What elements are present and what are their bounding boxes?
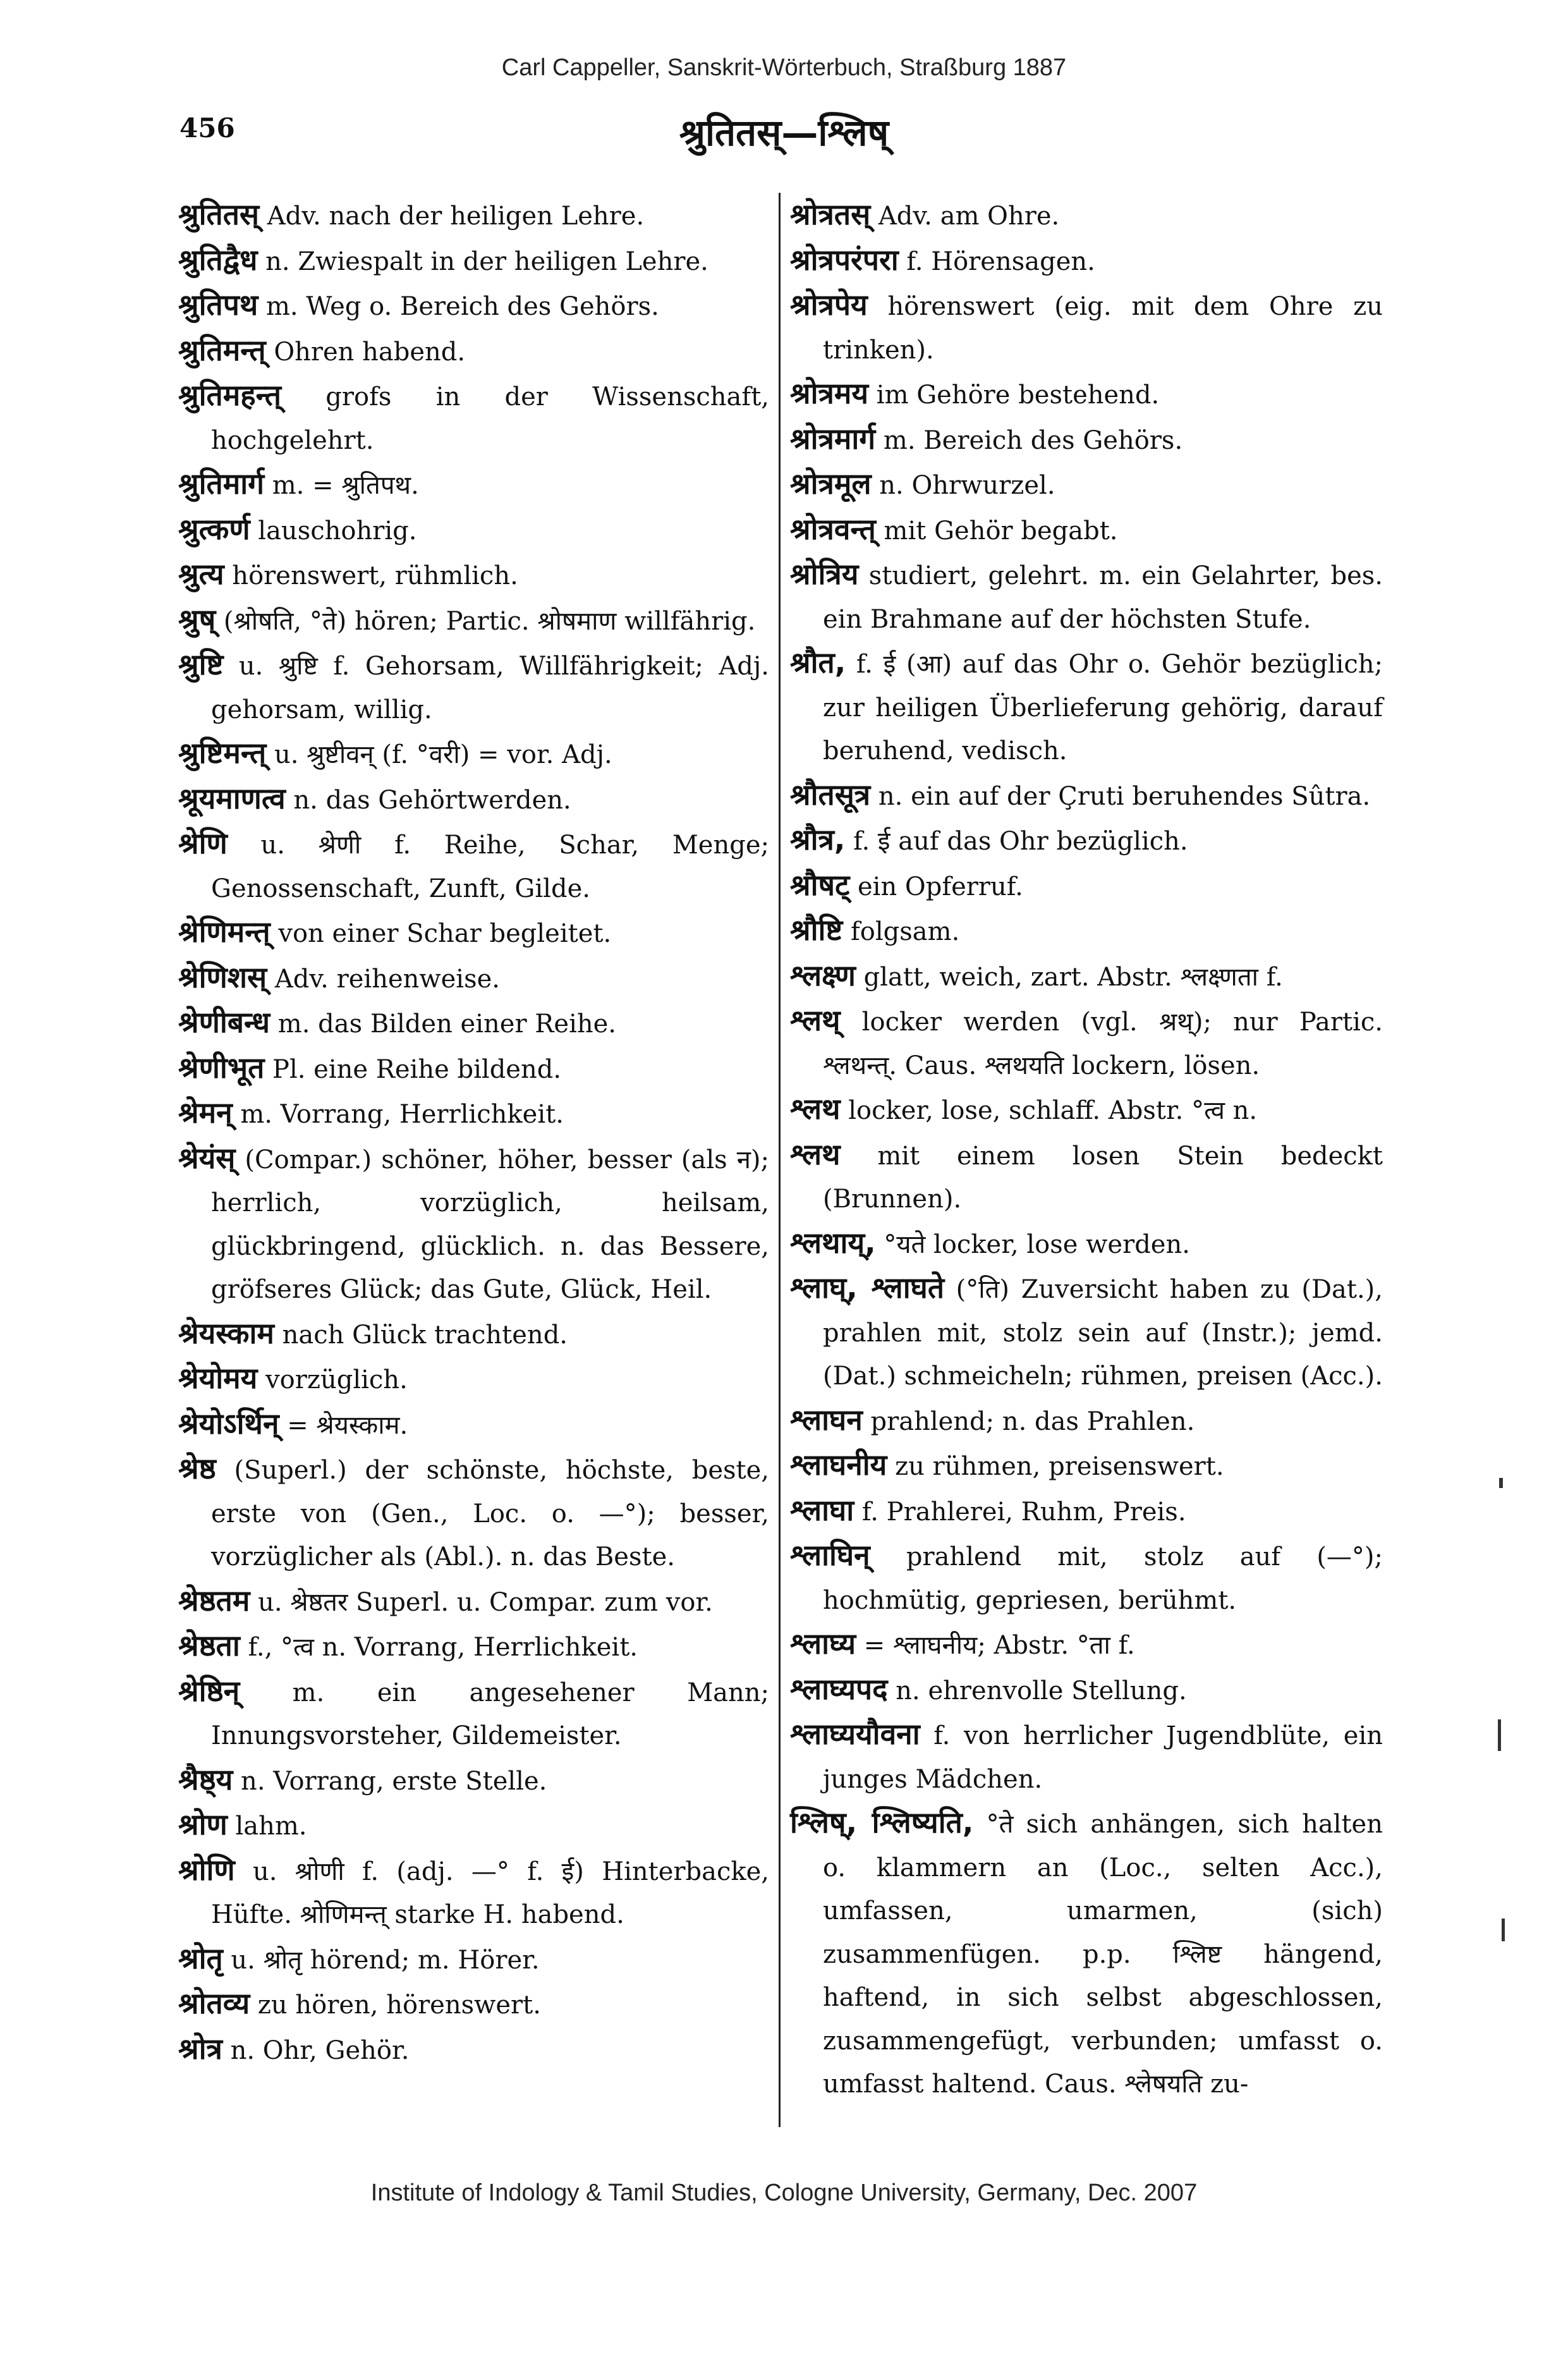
entry-headword: श्लथ्	[790, 1003, 841, 1037]
scan-speck	[1502, 1919, 1505, 1941]
entry-headword: श्रेयस्काम	[178, 1315, 274, 1350]
entry-headword: श्लाघ्य	[790, 1626, 856, 1661]
entry-headword: श्लथ	[790, 1092, 841, 1126]
dictionary-entry	[790, 193, 1383, 238]
dictionary-entry	[790, 1712, 1383, 1801]
entry-headword: श्रुतितस्	[178, 197, 260, 231]
entry-headword: श्रेयोऽर्थिन्	[178, 1406, 279, 1441]
entry-headword: श्रोत्रमूल	[790, 467, 872, 501]
dictionary-entry	[790, 1221, 1383, 1267]
dictionary-entry	[790, 508, 1383, 553]
entry-definition: = श्लाघनीय; Abstr. °ता f.	[856, 1631, 1135, 1660]
entry-definition: (Compar.) schöner, höher, besser (als न); herrlich, vorzüglich, heilsam, glückbringend, glücklich. n. das Bessere, gröfseres Glück; das Gute, Glück, Heil.	[211, 1145, 769, 1304]
entry-headword: श्रेणीभूत	[178, 1050, 265, 1085]
dictionary-entry	[178, 1937, 769, 1982]
dictionary-entry	[790, 1087, 1383, 1133]
entry-headword: श्रेष्ठ	[178, 1451, 216, 1486]
entry-definition: u. श्रेणी f. Reihe, Schar, Menge; Genossenschaft, Zunft, Gilde.	[211, 831, 769, 903]
entry-headword: श्लाघनीय	[790, 1448, 887, 1482]
entry-headword: श्रेणि	[178, 826, 228, 860]
column-divider	[779, 193, 781, 2127]
entry-headword: श्लथ	[790, 1137, 841, 1171]
dictionary-entry	[790, 238, 1383, 284]
dictionary-entry	[178, 1447, 769, 1579]
dictionary-entry	[790, 1801, 1383, 2106]
entry-headword: श्रेयोमय	[178, 1361, 258, 1395]
dictionary-entry	[790, 1398, 1383, 1444]
entry-definition: u. श्रुष्टि f. Gehorsam, Willfährigkeit; Adj. gehorsam, willig.	[211, 652, 769, 724]
dictionary-entry	[178, 1001, 769, 1046]
entry-headword: श्रोत्रतस्	[790, 197, 871, 231]
dictionary-entry	[790, 1534, 1383, 1622]
dictionary-entry	[790, 818, 1383, 863]
entry-definition: f. von herrlicher Jugendblüte, ein junges Mädchen.	[823, 1721, 1383, 1794]
dictionary-entry	[790, 283, 1383, 372]
entry-definition: f. ई (आ) auf das Ohr o. Gehör bezüglich; zur heiligen Überlieferung gehörig, darauf beruhend, vedisch.	[823, 650, 1383, 766]
dictionary-entry	[178, 508, 769, 553]
dictionary-entry	[178, 193, 769, 238]
entry-headword: श्रेणिशस्	[178, 960, 267, 994]
entry-headword: श्रेष्ठतम	[178, 1583, 250, 1618]
dictionary-entry	[790, 552, 1383, 641]
entry-definition: m. Weg o. Bereich des Gehörs.	[258, 292, 659, 321]
entry-headword: श्रोण	[178, 1807, 228, 1841]
entry-headword: श्लिष्, श्लिष्यति,	[790, 1805, 974, 1839]
dictionary-entry	[178, 1803, 769, 1848]
dictionary-entry	[178, 238, 769, 284]
dictionary-entry	[178, 1758, 769, 1803]
dictionary-entry	[790, 372, 1383, 417]
entry-definition: = श्रेयस्काम.	[279, 1410, 408, 1440]
entry-headword: श्रुतिमार्ग	[178, 467, 265, 501]
dictionary-entry	[178, 956, 769, 1001]
dictionary-entry	[178, 1137, 769, 1312]
entry-headword: श्रेष्ठिन्	[178, 1673, 240, 1708]
dictionary-entry	[178, 822, 769, 910]
entry-definition: studiert, gelehrt. m. ein Gelahrter, bes. ein Brahmane auf der höchsten Stufe.	[823, 561, 1383, 634]
entry-definition: prahlend mit, stolz auf (—°); hochmütig, gepriesen, berühmt.	[823, 1542, 1383, 1615]
entry-definition: locker, lose, schlaff. Abstr. °त्व n.	[840, 1096, 1258, 1125]
entry-definition: von einer Schar begleitet.	[270, 919, 612, 948]
dictionary-entry	[790, 908, 1383, 954]
entry-headword: श्रौष्टि	[790, 913, 843, 947]
entry-definition: Adv. reihenweise.	[267, 964, 501, 994]
entry-headword: श्लथाय्,	[790, 1225, 876, 1260]
entry-headword: श्रेयंस्	[178, 1140, 236, 1175]
scan-speck	[1499, 1478, 1503, 1488]
entry-headword: श्रोत्रिय	[790, 557, 859, 591]
entry-definition: prahlend; n. das Prahlen.	[862, 1406, 1195, 1436]
entry-definition: m. Bereich des Gehörs.	[875, 425, 1183, 455]
dictionary-entry	[178, 1982, 769, 2027]
entry-headword: श्रेमन्	[178, 1095, 233, 1130]
entry-definition: n. ein auf der Çruti beruhendes Sûtra.	[870, 781, 1371, 811]
entry-definition: zu rühmen, preisenswert.	[887, 1452, 1224, 1481]
entry-headword: श्रुतिद्वैध	[178, 242, 258, 277]
entry-definition: f. ई auf das Ohr bezüglich.	[845, 827, 1188, 856]
entry-headword: श्रोतृ	[178, 1941, 223, 1975]
page-number: 456	[179, 113, 235, 143]
entry-headword: श्रुतिपथ	[178, 288, 258, 322]
entry-headword: श्लाघन	[790, 1402, 863, 1437]
entry-headword: श्रौत्र,	[790, 822, 846, 857]
entry-definition: im Gehöre bestehend.	[868, 381, 1160, 410]
entry-definition: folgsam.	[842, 917, 960, 946]
right-column	[790, 193, 1383, 2106]
entry-headword: श्रोत्रपरंपरा	[790, 242, 899, 277]
dictionary-entry	[790, 462, 1383, 508]
dictionary-entry	[790, 1266, 1383, 1398]
dictionary-entry	[178, 1091, 769, 1137]
entry-headword: श्रेणीबन्ध	[178, 1005, 270, 1039]
entry-headword: श्रौतसूत्र	[790, 777, 871, 812]
dictionary-entry	[178, 1312, 769, 1357]
dictionary-entry	[178, 2027, 769, 2073]
entry-definition: (°ति) Zuversicht haben zu (Dat.), prahlen mit, stolz sein auf (Instr.); jemd. (Dat.) schmeicheln; rühmen, preisen (Acc.).	[823, 1275, 1383, 1391]
entry-headword: श्रोत्रमार्ग	[790, 421, 876, 456]
entry-definition: hörenswert (eig. mit dem Ohre zu trinken).	[823, 292, 1383, 365]
entry-definition: n. Zwiespalt in der heiligen Lehre.	[257, 247, 708, 276]
entry-definition: m. Vorrang, Herrlichkeit.	[232, 1100, 564, 1129]
entry-definition: u. श्रुष्टीवन् (f. °वरी) = vor. Adj.	[266, 740, 612, 769]
dictionary-entry	[178, 643, 769, 731]
entry-definition: Adv. am Ohre.	[870, 202, 1060, 231]
dictionary-entry	[178, 462, 769, 508]
source-banner: Carl Cappeller, Sanskrit-Wörterbuch, Straßburg 1887	[501, 54, 1067, 81]
scan-speck	[1498, 1719, 1501, 1751]
entry-headword: श्रुतिमहन्त्	[178, 378, 282, 412]
entry-definition: glatt, weich, zart. Abstr. श्लक्ष्णता f.	[855, 962, 1283, 992]
entry-definition: vorzüglich.	[257, 1365, 408, 1394]
dictionary-entry	[790, 863, 1383, 909]
entry-headword: श्रोत्रमय	[790, 376, 869, 410]
entry-definition: u. श्रोतृ hörend; m. Hörer.	[222, 1945, 540, 1975]
entry-headword: श्रेष्ठता	[178, 1628, 240, 1662]
entry-definition: zu hören, hörenswert.	[250, 1991, 541, 2020]
dictionary-entry	[178, 1848, 769, 1937]
dictionary-entry	[178, 910, 769, 956]
entry-definition: n. Vorrang, erste Stelle.	[233, 1766, 547, 1796]
entry-definition: (श्रोषति, °ते) hören; Partic. श्रोषमाण willfährig.	[216, 606, 756, 636]
entry-headword: श्रोतव्य	[178, 1986, 250, 2020]
dictionary-entry	[790, 999, 1383, 1087]
entry-headword: श्लक्ष्ण	[790, 958, 856, 992]
dictionary-entry	[178, 552, 769, 598]
dictionary-entry	[178, 598, 769, 644]
entry-definition: n. das Gehörtwerden.	[285, 785, 571, 815]
dictionary-entry	[178, 283, 769, 329]
entry-headword: श्रुत्य	[178, 557, 224, 591]
entry-definition: locker werden (vgl. श्रथ्); nur Partic. श्लथन्त्. Caus. श्लथयति lockern, lösen.	[823, 1008, 1383, 1080]
entry-headword: श्रूयमाणत्व	[178, 781, 286, 815]
entry-definition: lauschohrig.	[250, 516, 417, 546]
entry-definition: u. श्रोणी f. (adj. —° f. ई) Hinterbacke, Hüfte. श्रोणिमन्त् starke H. habend.	[211, 1857, 769, 1929]
dictionary-entry	[178, 777, 769, 822]
entry-definition: f., °त्व n. Vorrang, Herrlichkeit.	[240, 1633, 638, 1662]
dictionary-entry	[790, 1668, 1383, 1713]
entry-definition: u. श्रेष्ठतर Superl. u. Compar. zum vor.	[250, 1587, 713, 1617]
entry-headword: श्लाघ्, श्लाघते	[790, 1271, 945, 1305]
running-head: श्रुतितस्—श्लिष्	[679, 111, 889, 154]
dictionary-entry	[178, 1624, 769, 1669]
entry-headword: श्रोणि	[178, 1852, 235, 1887]
dictionary-entry	[790, 954, 1383, 999]
entry-headword: श्लाघा	[790, 1492, 854, 1527]
entry-definition: m. das Bilden einer Reihe.	[270, 1010, 617, 1039]
dictionary-entry	[178, 1669, 769, 1758]
entry-definition: mit einem losen Stein bedeckt (Brunnen).	[823, 1141, 1383, 1214]
dictionary-entry	[790, 1443, 1383, 1489]
entry-definition: n. Ohrwurzel.	[871, 471, 1055, 500]
entry-definition: f. Prahlerei, Ruhm, Preis.	[854, 1497, 1186, 1527]
entry-headword: श्लाघिन्	[790, 1538, 870, 1572]
entry-definition: hörenswert, rühmlich.	[224, 561, 518, 590]
entry-definition: f. Hörensagen.	[898, 247, 1095, 276]
dictionary-entry	[790, 641, 1383, 773]
entry-headword: श्रोत्रपेय	[790, 288, 868, 322]
entry-definition: nach Glück trachtend.	[274, 1320, 568, 1350]
entry-headword: श्लाघ्ययौवना	[790, 1717, 920, 1751]
dictionary-entry	[790, 417, 1383, 463]
institution-banner: Institute of Indology & Tamil Studies, Cologne University, Germany, Dec. 2007	[370, 2180, 1198, 2206]
entry-definition: grofs in der Wissenschaft, hochgelehrt.	[211, 382, 769, 455]
dictionary-entry	[178, 1046, 769, 1092]
entry-definition: n. Ohr, Gehör.	[222, 2035, 410, 2065]
entry-definition: lahm.	[227, 1812, 307, 1841]
entry-definition: mit Gehör begabt.	[875, 516, 1118, 546]
entry-definition: Ohren habend.	[265, 337, 466, 367]
entry-definition: °यते locker, lose werden.	[875, 1229, 1190, 1259]
entry-definition: Pl. eine Reihe bildend.	[264, 1054, 562, 1084]
entry-headword: श्रेणिमन्त्	[178, 915, 270, 949]
entry-definition: n. ehrenvolle Stellung.	[887, 1676, 1187, 1705]
entry-definition: m. ein angesehener Mann; Innungsvorsteher, Gildemeister.	[211, 1678, 769, 1750]
entry-headword: श्रुष्टि	[178, 647, 224, 681]
dictionary-entry	[790, 773, 1383, 819]
entry-headword: श्लाघ्यपद	[790, 1671, 888, 1706]
dictionary-entry	[178, 329, 769, 374]
entry-headword: श्रोत्रवन्त्	[790, 511, 876, 546]
dictionary-entry	[790, 1489, 1383, 1534]
dictionary-entry	[178, 374, 769, 462]
entry-definition: (Superl.) der schönste, höchste, beste, erste von (Gen., Loc. o. —°); besser, vorzüglicher als (Abl.). n. das Beste.	[211, 1456, 769, 1571]
entry-headword: श्रौषट्	[790, 867, 850, 902]
dictionary-entry	[790, 1133, 1383, 1221]
dictionary-entry	[178, 1357, 769, 1402]
left-column	[178, 193, 769, 2072]
entry-definition: Adv. nach der heiligen Lehre.	[259, 202, 645, 231]
entry-definition: °ते sich anhängen, sich halten o. klammern an (Loc., selten Acc.), umfassen, umarmen, (sich) zusammenfügen. p.p. श्लिष्ट hängend, haftend, in sich selbst abgeschlossen, zusammengefügt, verbunden; umfasst o. umfasst haltend. Caus. श्लेषयति zu-	[823, 1810, 1383, 2099]
entry-headword: श्रौत,	[790, 645, 846, 680]
entry-definition: m. = श्रुतिपथ.	[264, 471, 419, 500]
dictionary-entry	[178, 731, 769, 777]
dictionary-entry	[178, 1402, 769, 1448]
entry-headword: श्रुष्टिमन्त्	[178, 736, 267, 770]
entry-headword: श्रोत्र	[178, 2031, 222, 2066]
entry-headword: श्रुतिमन्त्	[178, 332, 266, 367]
entry-headword: श्रुष्	[178, 602, 216, 637]
entry-definition: ein Opferruf.	[849, 872, 1023, 901]
entry-headword: श्रैष्ठ्य	[178, 1762, 233, 1797]
dictionary-entry	[178, 1579, 769, 1625]
entry-headword: श्रुत्कर्ण	[178, 511, 250, 546]
dictionary-entry	[790, 1622, 1383, 1668]
